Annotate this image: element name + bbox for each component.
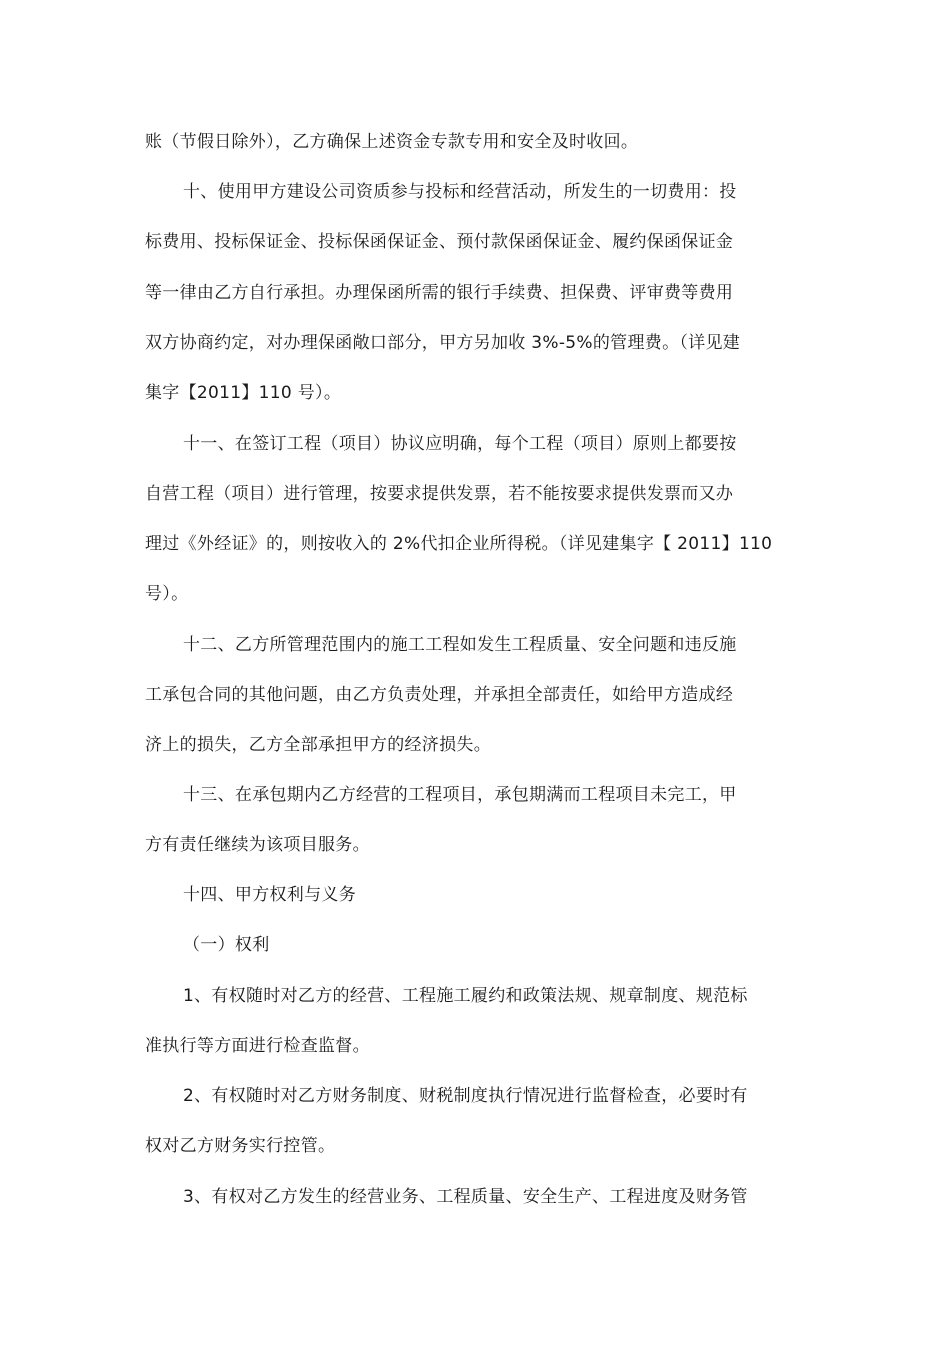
text-line: 十四、甲方权利与义务 <box>183 885 356 905</box>
text-line: 权对乙方财务实行控管。 <box>145 1136 336 1156</box>
text-line: 十、使用甲方建设公司资质参与投标和经营活动，所发生的一切费用：投 <box>183 182 737 202</box>
text-line: 标费用、投标保证金、投标保函保证金、预付款保函保证金、履约保函保证金 <box>145 232 734 252</box>
text-line: 双方协商约定，对办理保函敞口部分，甲方另加收 3%-5%的管理费。（详见建 <box>145 333 741 353</box>
text-line: 理过《外经证》的，则按收入的 2%代扣企业所得税。（详见建集字【 2011】110 <box>145 534 773 554</box>
text-line: 工承包合同的其他问题，由乙方负责处理，并承担全部责任，如给甲方造成经 <box>145 685 734 705</box>
text-line: 十二、乙方所管理范围内的施工工程如发生工程质量、安全问题和违反施 <box>183 635 737 655</box>
text-line: 自营工程（项目）进行管理，按要求提供发票，若不能按要求提供发票而又办 <box>145 484 734 504</box>
text-line: 2、有权随时对乙方财务制度、财税制度执行情况进行监督检查，必要时有 <box>183 1086 748 1106</box>
text-line: 十三、在承包期内乙方经营的工程项目，承包期满而工程项目未完工，甲 <box>183 785 737 805</box>
text-line: 济上的损失，乙方全部承担甲方的经济损失。 <box>145 735 491 755</box>
text-line: 十一、在签订工程（项目）协议应明确，每个工程（项目）原则上都要按 <box>183 434 737 454</box>
text-line: 3、有权对乙方发生的经营业务、工程质量、安全生产、工程进度及财务管 <box>183 1187 748 1207</box>
text-line: 集字【2011】110 号）。 <box>145 383 342 403</box>
text-line: 方有责任继续为该项目服务。 <box>145 835 370 855</box>
text-line: 号）。 <box>145 584 189 604</box>
text-line: （一）权利 <box>183 935 270 955</box>
text-line: 等一律由乙方自行承担。办理保函所需的银行手续费、担保费、评审费等费用 <box>145 283 734 303</box>
text-line: 1、有权随时对乙方的经营、工程施工履约和政策法规、规章制度、规范标 <box>183 986 748 1006</box>
text-line: 账（节假日除外），乙方确保上述资金专款专用和安全及时收回。 <box>145 132 639 152</box>
text-line: 准执行等方面进行检查监督。 <box>145 1036 370 1056</box>
